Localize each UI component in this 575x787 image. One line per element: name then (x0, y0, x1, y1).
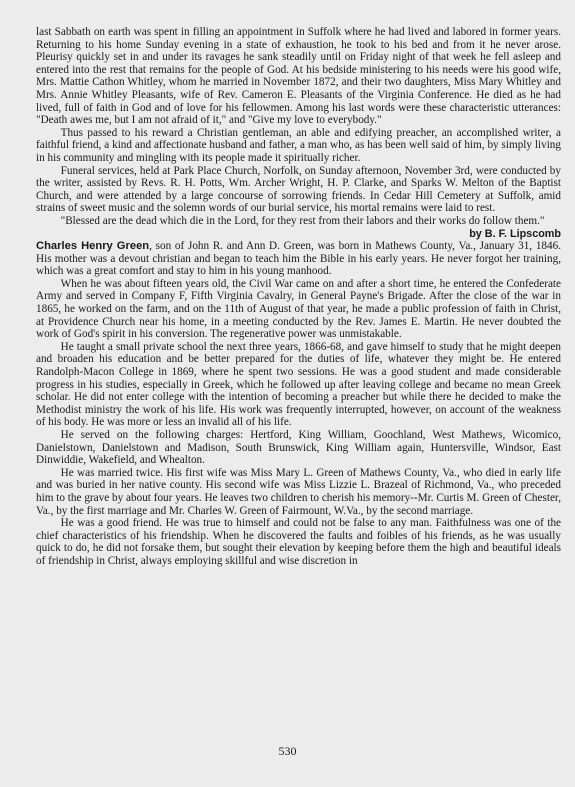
memoir-intro-text: , son of John R. and Ann D. Green, was born in Mathews County, Va., January 31, 1846. His mother was a devout christian and began to teach him the Bible in his early years. He never forgot her training, which was a great comfort and stay to him in his young manhood. (36, 240, 561, 278)
paragraph: He was married twice. His first wife was Miss Mary L. Green of Mathews County, Va., who died in early life and was buried in her native county. His second wife was Miss Lizzie L. Brazeal of Richmond, Va., who preceded him to the grave by about four years. He leaves two children to cherish his memory--Mr. Curtis M. Green of Chester, Va., by the first marriage and Mr. Charles W. Green of Fairmount, W.Va., by the second marriage. (36, 466, 561, 517)
page-number: 530 (278, 744, 297, 758)
author-byline: by B. F. Lipscomb (469, 227, 561, 240)
paragraph: He served on the following charges: Hertford, King William, Goochland, West Mathews, Wicomico, Danielstown, Danielstown and Madison, South Brunswick, King William again, Huntersville, Windsor, East Dinwiddie, Wakefield, and Whealton. (36, 429, 561, 467)
paragraph: last Sabbath on earth was spent in filling an appointment in Suffolk where he had lived and labored in former years. Returning to his home Sunday evening in a state of exhaustion, he took to his bed and from it he never arose. Pleurisy quickly set in and under its ravages he sank steadily until on Friday night of that week he fell asleep and entered into the rest that remains for the people of God. At his bedside ministering to his needs were his good wife, Mrs. Mattie Cathon Whitley, whom he married in November 1872, and their two daughters, Miss Mary Whitley and Mrs. Annie Whitley Pleasants, wife of Rev. Cameron E. Pleasants of the Virginia Conference. He died as he had lived, full of faith in God and of love for his fellowmen. Among his last words were these characteristic utterances: "Death awes me, but I am not afraid of it," and "Give my love to everybody." (36, 26, 561, 127)
paragraph: Funeral services, held at Park Place Church, Norfolk, on Sunday afternoon, November 3rd, were conducted by the writer, assisted by Revs. R. H. Potts, Wm. Archer Wright, H. P. Clarke, and Sparks W. Melton of the Baptist Church, and were attended by a large concourse of sorrowing friends. In Cedar Hill Cemetery at Suffolk, amid strains of sweet music and the solemn words of our burial service, his mortal remains were laid to rest. (36, 164, 561, 215)
body-text (36, 26, 561, 568)
memoir-subject-name: Charles Henry Green (36, 240, 150, 253)
paragraph: Thus passed to his reward a Christian gentleman, an able and edifying preacher, an accomplished writer, a faithful friend, a kind and affectionate husband and father, a man who, as has been well said of him, by simply living in his community and mingling with its people made it spiritually richer. (36, 126, 561, 164)
paragraph: He taught a small private school the next three years, 1866-68, and gave himself to study that he might deepen and broaden his education and be better prepared for the duties of life, whatever they might be. He entered Randolph-Macon College in 1869, where he spent two sessions. He was a good student and made considerable progress in his studies, especially in Greek, which he followed up after leaving college and became no mean Greek scholar. He did not enter college with the intention of becoming a preacher but while there he decided to make the Methodist ministry the work of his life. His work was frequently interrupted, however, on account of the weakness of his body. He was more or less an invalid all of his life. (36, 340, 561, 429)
scripture-quote: "Blessed are the dead which die in the Lord, for they rest from their labors and their works do follow them." (60, 214, 545, 227)
paragraph: When he was about fifteen years old, the Civil War came on and after a short time, he entered the Confederate Army and served in Company F, Fifth Virginia Cavalry, in General Payne's Brigade. After the close of the war in 1865, he worked on the farm, and on the 11th of August of that year, he made a public profession of faith in Christ, at Providence Church near his home, in a meeting conducted by the Rev. James E. Martin. He never doubted the work of God's spirit in his conversion. The regenerative power was unmistakable. (36, 277, 561, 341)
paragraph: He was a good friend. He was true to himself and could not be false to any man. Faithfulness was one of the chief characteristics of his friendship. When he discovered the faults and foibles of his friends, as he was usually quick to do, he did not forsake them, but sought their elevation by keeping before them the high and beautiful ideals of friendship in Christ, always employing skillful and wise discretion in (36, 517, 561, 567)
memoir-intro-paragraph (36, 240, 561, 278)
